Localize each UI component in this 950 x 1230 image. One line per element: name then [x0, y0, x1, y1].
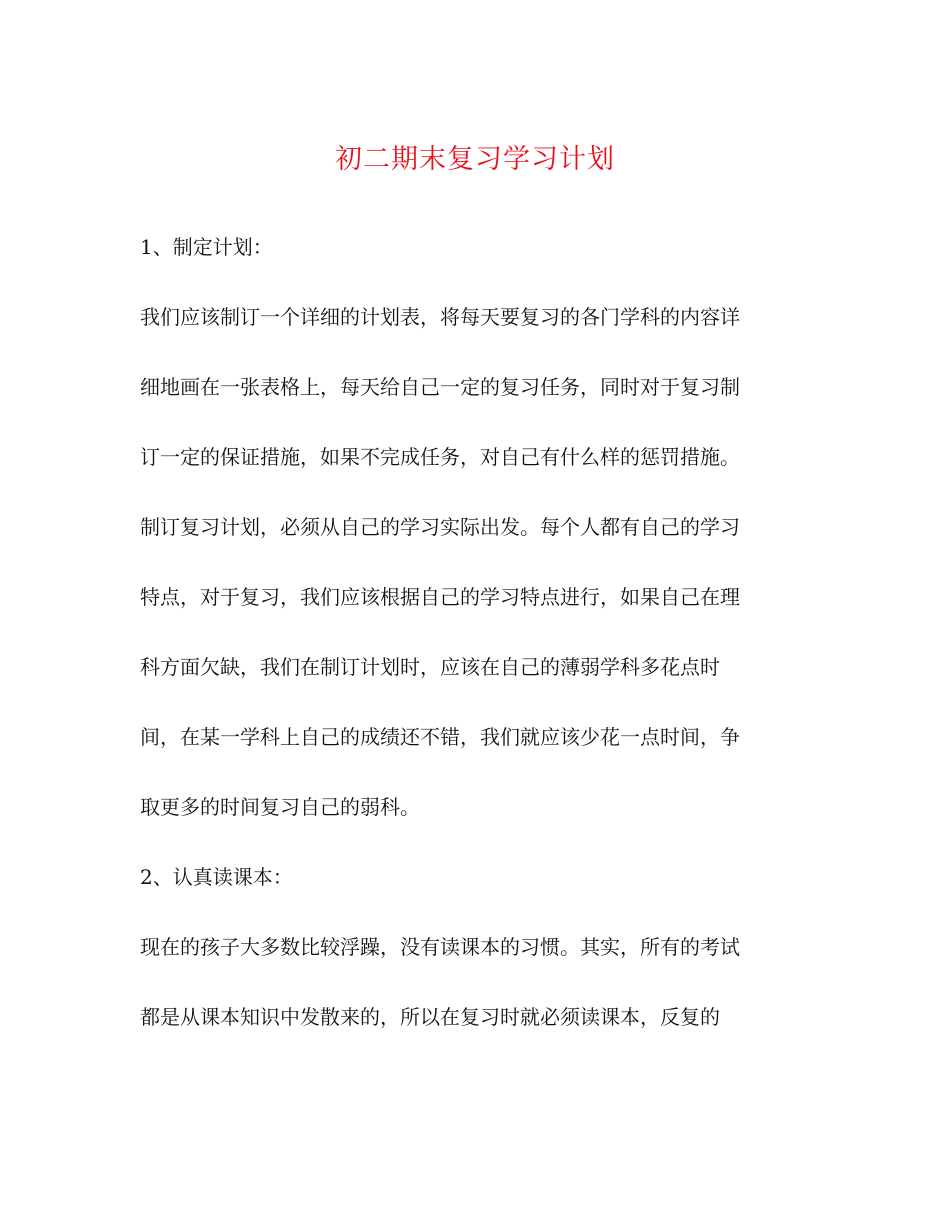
paragraph-line: 都是从课本知识中发散来的，所以在复习时就必须读课本，反复的	[140, 1005, 720, 1029]
paragraph-line: 制订复习计划，必须从自己的学习实际出发。每个人都有自己的学习	[140, 515, 740, 539]
section-heading-2: 2、认真读课本：	[140, 865, 293, 889]
paragraph-line: 细地画在一张表格上，每天给自己一定的复习任务，同时对于复习制	[140, 375, 740, 399]
paragraph-line: 现在的孩子大多数比较浮躁，没有读课本的习惯。其实，所有的考试	[140, 935, 740, 959]
paragraph-line: 我们应该制订一个详细的计划表，将每天要复习的各门学科的内容详	[140, 305, 740, 329]
paragraph-line: 订一定的保证措施，如果不完成任务，对自己有什么样的惩罚措施。	[140, 445, 740, 469]
document-title: 初二期末复习学习计划	[335, 144, 615, 175]
paragraph-line: 间，在某一学科上自己的成绩还不错，我们就应该少花一点时间，争	[140, 725, 740, 749]
paragraph-line: 科方面欠缺，我们在制订计划时，应该在自己的薄弱学科多花点时	[140, 655, 720, 679]
paragraph-line: 特点，对于复习，我们应该根据自己的学习特点进行，如果自己在理	[140, 585, 740, 609]
paragraph-line: 取更多的时间复习自己的弱科。	[140, 795, 420, 819]
section-heading-1: 1、制定计划：	[140, 235, 273, 259]
